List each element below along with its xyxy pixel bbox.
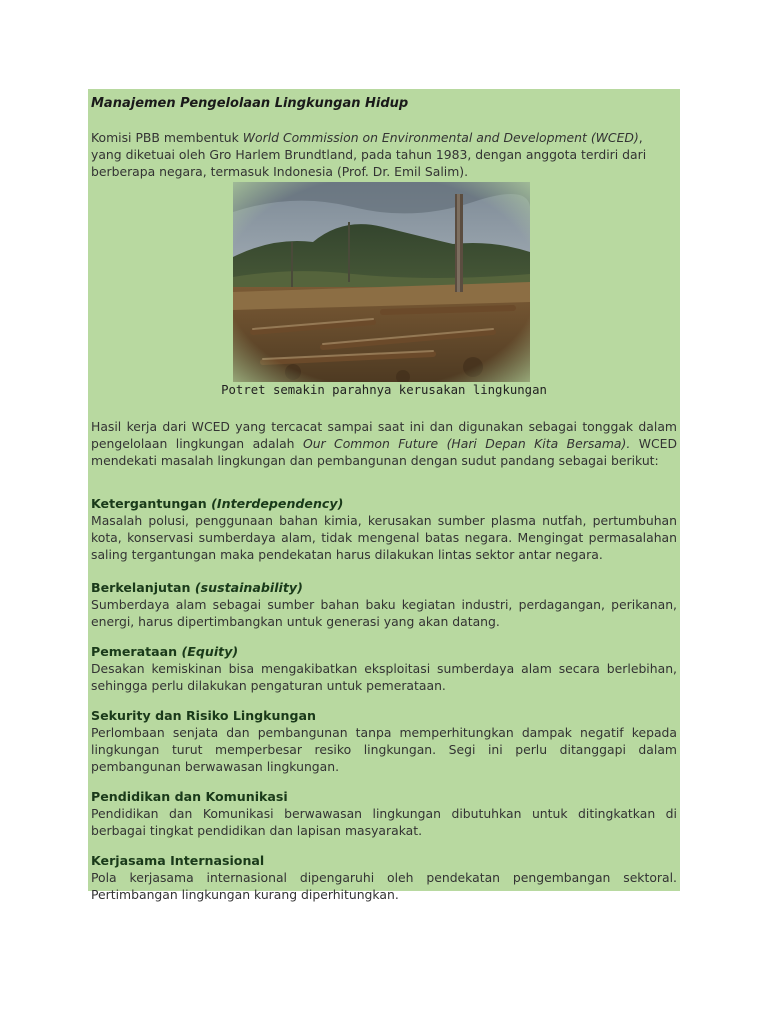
section-body: Masalah polusi, penggunaan bahan kimia, kerusakan sumber plasma nutfah, pertumbuhan kota, konservasi sumberdaya alam, tidak mengenal batas negara. Mengingat permasalahan saling tergantungan maka pendekatan harus dilakukan lintas sektor antar negara. (91, 513, 677, 562)
intro-paragraph (91, 129, 677, 180)
section-title: Kerjasama Internasional (91, 853, 265, 868)
section-equity (91, 643, 677, 694)
page-title: Manajemen Pengelolaan Lingkungan Hidup (91, 96, 409, 111)
section-title: Pendidikan dan Komunikasi (91, 789, 288, 804)
section-sustainability (91, 579, 677, 630)
section-international (91, 852, 677, 903)
section-security (91, 707, 677, 775)
intro-text: Komisi PBB membentuk (91, 130, 243, 145)
section-education (91, 788, 677, 839)
content-panel (88, 89, 680, 902)
section-title: Sekurity dan Risiko Lingkungan (91, 708, 316, 723)
section-body: Pendidikan dan Komunikasi berwawasan lingkungan dibutuhkan untuk ditingkatkan di berbagai tingkat pendidikan dan lapisan masyarakat. (91, 806, 677, 838)
section-body: Perlombaan senjata dan pembangunan tanpa memperhitungkan dampak negatif kepada lingkungan turut memperbesar resiko lingkungan. Segi ini perlu ditanggapi dalam pembangunan berwawasan lingkungan. (91, 725, 677, 774)
results-paragraph (91, 418, 677, 469)
section-body: Desakan kemiskinan bisa mengakibatkan eksploitasi sumberdaya alam secara berlebihan, sehingga perlu dilakukan pengaturan untuk pemerataan. (91, 661, 677, 693)
intro-text-end: , yang diketuai oleh Gro Harlem Brundtland, pada tahun 1983, dengan anggota terdiri dari berberapa negara, termasuk Indonesia (Prof. Dr. Emil Salim). (91, 130, 647, 179)
section-title: Pemerataan (Equity) (91, 644, 239, 659)
photo-image (233, 182, 530, 382)
intro-emphasis: World Commission on Environmental and Development (WCED) (242, 130, 639, 145)
photo-caption: Potret semakin parahnya kerusakan lingkungan (221, 383, 547, 397)
results-emphasis: Our Common Future (Hari Depan Kita Bersama). (302, 436, 631, 451)
results-text: Hasil kerja dari WCED yang tercacat sampai saat ini dan digunakan sebagai tonggak dalam pengelolaan lingkungan adalah (91, 419, 677, 451)
section-body: Sumberdaya alam sebagai sumber bahan baku kegiatan industri, perdagangan, perikanan, energi, harus dipertimbangkan untuk generasi yang akan datang. (91, 597, 677, 629)
sections-list (91, 495, 677, 903)
deforestation-photo (233, 182, 530, 382)
section-body: Pola kerjasama internasional dipengaruhi oleh pendekatan pengembangan sektoral. Pertimbangan lingkungan kurang diperhitungkan. (91, 870, 677, 902)
section-interdependency (91, 495, 677, 563)
results-text-end: WCED mendekati masalah lingkungan dan pembangunan dengan sudut pandang sebagai berikut: (91, 436, 677, 468)
section-title: Ketergantungan (Interdependency) (91, 496, 344, 511)
section-title: Berkelanjutan (sustainability) (91, 580, 303, 595)
